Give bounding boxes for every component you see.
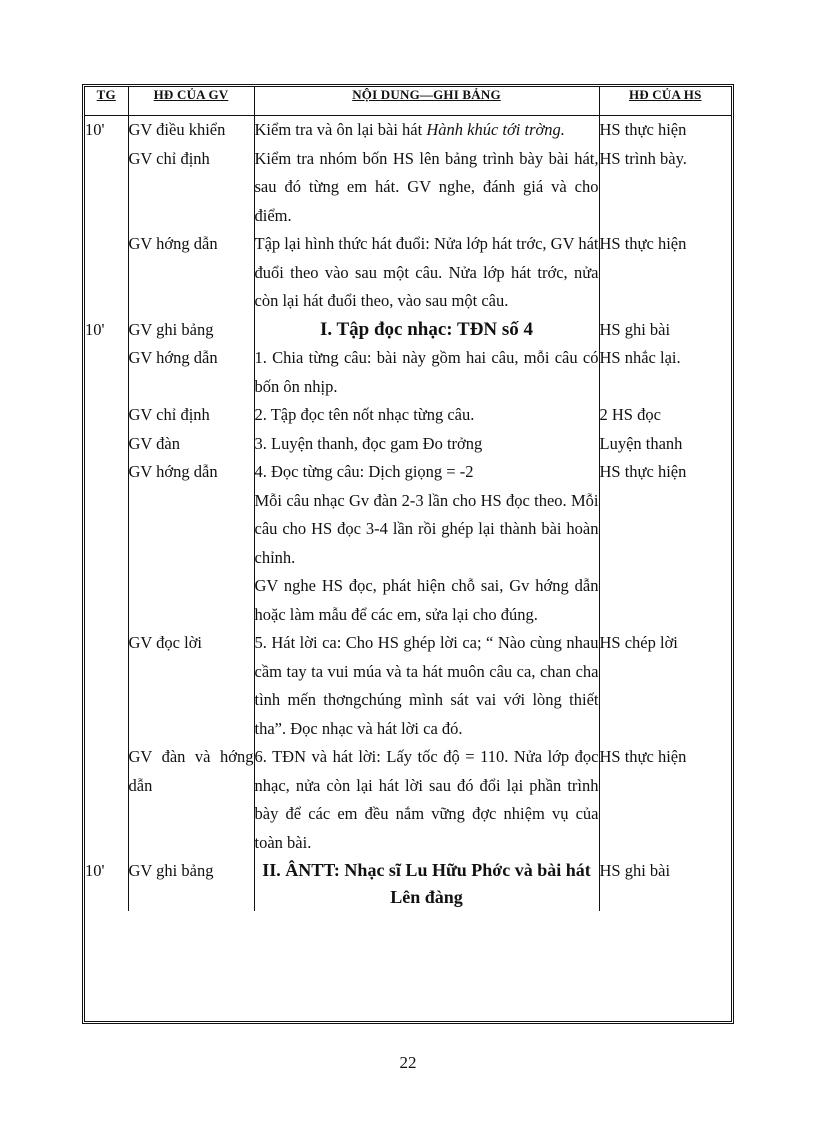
student-activity-cell: HS thực hiện xyxy=(599,743,731,857)
student-activity-cell: HS nhắc lại. xyxy=(599,344,731,401)
content-cell: Kiểm tra nhóm bốn HS lên bảng trình bày bài hát, sau đó từng em hát. GV nghe, đánh giá và cho điểm. xyxy=(254,145,599,231)
teacher-activity-cell: GV đọc lời xyxy=(128,629,254,743)
time-cell: 10' xyxy=(85,861,105,880)
table-row xyxy=(85,230,731,316)
table-row xyxy=(85,857,731,911)
content-text: GV nghe HS đọc, phát hiện chỗ sai, Gv hớng dẫn hoặc làm mẫu để các em, sửa lại cho đúng. xyxy=(254,576,599,624)
student-activity-cell: Luyện thanh xyxy=(599,430,731,459)
content-cell: 2. Tập đọc tên nốt nhạc từng câu. xyxy=(254,401,599,430)
header-time: TG xyxy=(85,87,128,116)
table-row xyxy=(85,401,731,430)
content-text: Kiểm tra và ôn lại bài hát xyxy=(254,120,427,139)
header-student-activity: HĐ CỦA HS xyxy=(599,87,731,116)
table-row xyxy=(85,116,731,145)
header-content: NỘI DUNG—GHI BẢNG xyxy=(254,87,599,116)
teacher-activity-text: GV đàn và hớng dẫn xyxy=(128,747,254,795)
song-title: Hành khúc tới trờng. xyxy=(426,120,565,139)
teacher-activity-cell: GV hớng dẫn xyxy=(128,344,254,401)
teacher-activity-cell: GV hớng dẫn xyxy=(128,458,254,629)
table-row xyxy=(85,629,731,743)
time-cell: 10' xyxy=(85,319,105,339)
content-text: Mỗi câu nhạc Gv đàn 2-3 lần cho HS đọc theo. Mỗi câu cho HS đọc 3-4 lần rồi ghép lại thành bài hoàn chỉnh. xyxy=(254,490,599,567)
teacher-activity-cell: GV chỉ định xyxy=(128,145,254,231)
table-row xyxy=(85,316,731,345)
teacher-activity-cell: GV ghi bảng xyxy=(128,857,254,911)
table-row xyxy=(85,430,731,459)
teacher-activity-cell: GV chỉ định xyxy=(128,401,254,430)
table-row xyxy=(85,458,731,629)
content-cell xyxy=(254,458,599,629)
table-row xyxy=(85,743,731,857)
student-activity-cell: HS trình bày. xyxy=(599,145,731,231)
table-header-row xyxy=(85,87,731,116)
content-cell: 1. Chia từng câu: bài này gồm hai câu, mỗi câu có bốn ôn nhịp. xyxy=(254,344,599,401)
teacher-activity-cell: GV ghi bảng xyxy=(128,316,254,345)
student-activity-cell: HS thực hiện xyxy=(599,116,731,145)
student-activity-cell: HS ghi bài xyxy=(599,316,731,345)
student-activity-cell: 2 HS đọc xyxy=(599,401,731,430)
content-cell xyxy=(254,116,599,145)
content-cell: 5. Hát lời ca: Cho HS ghép lời ca; “ Nào cùng nhau cầm tay ta vui múa và ta hát muôn câu ca, chan cha tình mến thơngchúng mình sát vai với lòng thiết tha”. Đọc nhạc và hát lời ca đó. xyxy=(254,629,599,743)
table-row xyxy=(85,145,731,231)
content-cell xyxy=(254,857,599,911)
content-text: 4. Đọc từng câu: Dịch giọng = -2 xyxy=(254,462,474,481)
student-activity-cell: HS thực hiện xyxy=(599,458,731,629)
teacher-activity-cell: GV đàn xyxy=(128,430,254,459)
student-activity-cell: HS ghi bài xyxy=(599,857,731,911)
section-heading: II. ÂNTT: Nhạc sĩ Lu Hữu Phớc và bài hát Lên đàng xyxy=(262,860,591,907)
content-cell xyxy=(254,316,599,345)
teacher-activity-cell xyxy=(128,743,254,857)
student-activity-cell: HS chép lời xyxy=(599,629,731,743)
header-teacher-activity: HĐ CỦA GV xyxy=(128,87,254,116)
student-activity-cell: HS thực hiện xyxy=(599,230,731,316)
table-row xyxy=(85,344,731,401)
teacher-activity-cell: GV điều khiển xyxy=(128,116,254,145)
content-cell: 3. Luyện thanh, đọc gam Đo trởng xyxy=(254,430,599,459)
page-number: 22 xyxy=(399,1053,417,1072)
section-heading: I. Tập đọc nhạc: TĐN số 4 xyxy=(319,318,534,340)
content-cell: 6. TĐN và hát lời: Lấy tốc độ = 110. Nửa lớp đọc nhạc, nửa còn lại hát lời sau đó đổi lại phần trình bày để các em đều nắm vững đợc nhiệm vụ của toàn bài. xyxy=(254,743,599,857)
lesson-plan-table xyxy=(85,87,731,911)
content-cell: Tập lại hình thức hát đuổi: Nửa lớp hát trớc, GV hát đuổi theo vào sau một câu. Nửa lớp hát trớc, nửa còn lại hát đuổi theo, vào sau một câu. xyxy=(254,230,599,316)
time-cell: 10' xyxy=(85,120,105,139)
teacher-activity-cell: GV hớng dẫn xyxy=(128,230,254,316)
